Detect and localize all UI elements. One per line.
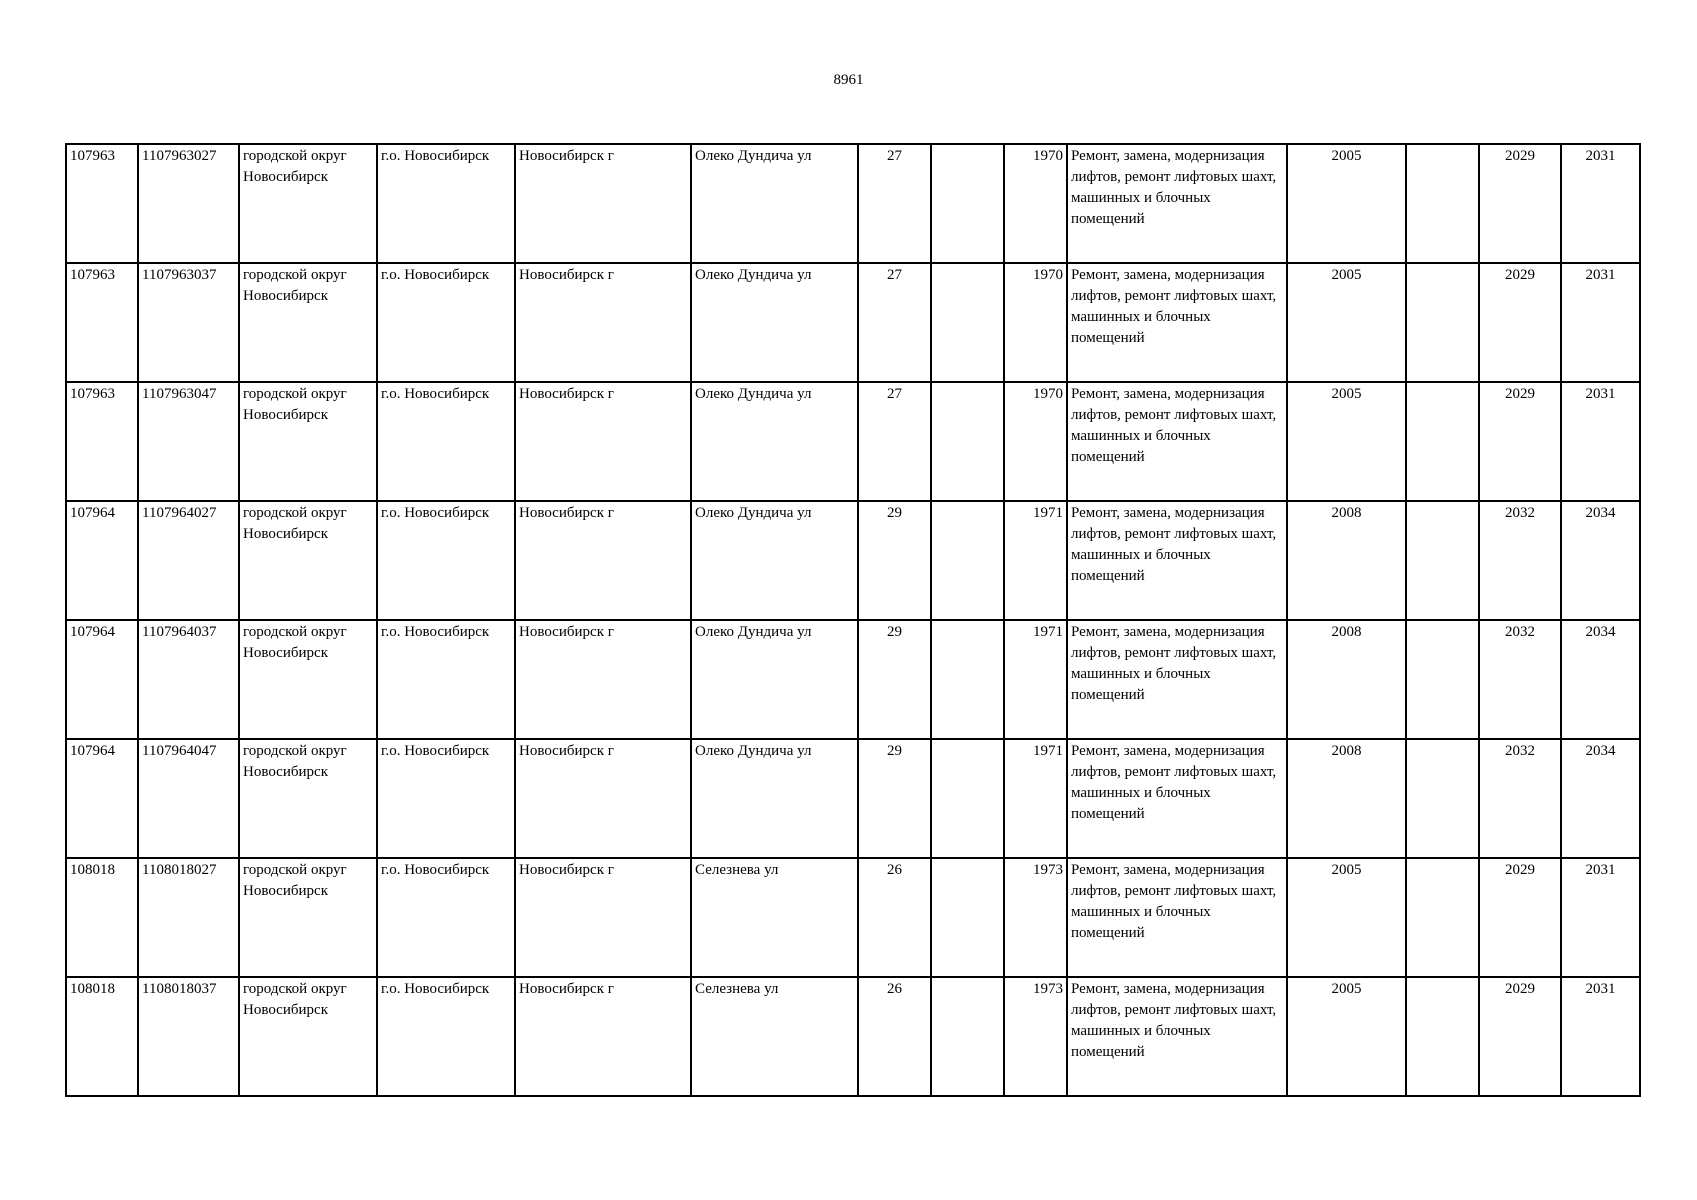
cell-building	[931, 144, 1004, 263]
cell-work-type: Ремонт, замена, модернизация лифтов, ремонт лифтовых шахт, машинных и блочных помещений	[1067, 858, 1287, 977]
cell-work-type: Ремонт, замена, модернизация лифтов, ремонт лифтовых шахт, машинных и блочных помещений	[1067, 382, 1287, 501]
cell-locality: Новосибирск г	[515, 739, 691, 858]
cell-house: 27	[858, 263, 931, 382]
page-number: 8961	[833, 72, 864, 88]
cell-locality: Новосибирск г	[515, 144, 691, 263]
cell-year-built: 1970	[1004, 144, 1067, 263]
cell-id: 107963	[66, 144, 138, 263]
cell-plan-from: 2032	[1479, 501, 1561, 620]
cell-building	[931, 977, 1004, 1096]
cell-municipality: городской округ Новосибирск	[239, 382, 377, 501]
cell-plan-from: 2029	[1479, 144, 1561, 263]
cell-locality: Новосибирск г	[515, 382, 691, 501]
cell-code: 1108018037	[138, 977, 239, 1096]
cell-municipality: городской округ Новосибирск	[239, 977, 377, 1096]
table-row	[66, 263, 1640, 382]
cell-work-type: Ремонт, замена, модернизация лифтов, ремонт лифтовых шахт, машинных и блочных помещений	[1067, 977, 1287, 1096]
cell-code: 1107963027	[138, 144, 239, 263]
cell-locality: Новосибирск г	[515, 858, 691, 977]
table-row	[66, 858, 1640, 977]
cell-work-type: Ремонт, замена, модернизация лифтов, ремонт лифтовых шахт, машинных и блочных помещений	[1067, 263, 1287, 382]
table-row	[66, 382, 1640, 501]
table-row	[66, 620, 1640, 739]
cell-street: Олеко Дундича ул	[691, 263, 858, 382]
cell-building	[931, 620, 1004, 739]
cell-id: 107964	[66, 739, 138, 858]
cell-plan-to: 2031	[1561, 382, 1640, 501]
cell-building	[931, 739, 1004, 858]
cell-empty	[1406, 144, 1479, 263]
cell-municipality: городской округ Новосибирск	[239, 263, 377, 382]
cell-house: 29	[858, 501, 931, 620]
cell-district: г.о. Новосибирск	[377, 501, 515, 620]
cell-municipality: городской округ Новосибирск	[239, 858, 377, 977]
cell-locality: Новосибирск г	[515, 263, 691, 382]
cell-municipality: городской округ Новосибирск	[239, 739, 377, 858]
cell-plan-to: 2031	[1561, 858, 1640, 977]
cell-code: 1107964047	[138, 739, 239, 858]
cell-house: 26	[858, 977, 931, 1096]
cell-work-type: Ремонт, замена, модернизация лифтов, ремонт лифтовых шахт, машинных и блочных помещений	[1067, 739, 1287, 858]
register-table	[65, 143, 1641, 1097]
cell-code: 1107963037	[138, 263, 239, 382]
cell-locality: Новосибирск г	[515, 977, 691, 1096]
cell-id: 107963	[66, 382, 138, 501]
table-row	[66, 977, 1640, 1096]
cell-id: 107963	[66, 263, 138, 382]
cell-year-built: 1973	[1004, 977, 1067, 1096]
cell-plan-to: 2034	[1561, 501, 1640, 620]
cell-plan-to: 2031	[1561, 977, 1640, 1096]
cell-house: 29	[858, 620, 931, 739]
cell-year-built: 1971	[1004, 501, 1067, 620]
cell-plan-from: 2029	[1479, 382, 1561, 501]
cell-code: 1107964037	[138, 620, 239, 739]
cell-id: 107964	[66, 501, 138, 620]
cell-last-repair: 2008	[1287, 620, 1406, 739]
cell-municipality: городской округ Новосибирск	[239, 144, 377, 263]
cell-plan-from: 2029	[1479, 263, 1561, 382]
cell-street: Селезнева ул	[691, 977, 858, 1096]
cell-municipality: городской округ Новосибирск	[239, 501, 377, 620]
cell-code: 1108018027	[138, 858, 239, 977]
cell-year-built: 1971	[1004, 620, 1067, 739]
cell-street: Олеко Дундича ул	[691, 739, 858, 858]
cell-empty	[1406, 263, 1479, 382]
cell-last-repair: 2008	[1287, 739, 1406, 858]
cell-year-built: 1970	[1004, 263, 1067, 382]
cell-year-built: 1973	[1004, 858, 1067, 977]
cell-district: г.о. Новосибирск	[377, 620, 515, 739]
table-row	[66, 501, 1640, 620]
cell-empty	[1406, 977, 1479, 1096]
cell-plan-from: 2029	[1479, 858, 1561, 977]
cell-last-repair: 2005	[1287, 977, 1406, 1096]
cell-id: 108018	[66, 858, 138, 977]
cell-district: г.о. Новосибирск	[377, 858, 515, 977]
cell-building	[931, 501, 1004, 620]
cell-plan-to: 2031	[1561, 144, 1640, 263]
cell-empty	[1406, 620, 1479, 739]
cell-district: г.о. Новосибирск	[377, 977, 515, 1096]
cell-house: 27	[858, 382, 931, 501]
cell-street: Олеко Дундича ул	[691, 144, 858, 263]
cell-work-type: Ремонт, замена, модернизация лифтов, ремонт лифтовых шахт, машинных и блочных помещений	[1067, 144, 1287, 263]
cell-code: 1107964027	[138, 501, 239, 620]
cell-municipality: городской округ Новосибирск	[239, 620, 377, 739]
cell-plan-from: 2032	[1479, 620, 1561, 739]
cell-house: 26	[858, 858, 931, 977]
cell-empty	[1406, 739, 1479, 858]
cell-street: Селезнева ул	[691, 858, 858, 977]
cell-street: Олеко Дундича ул	[691, 620, 858, 739]
cell-empty	[1406, 858, 1479, 977]
cell-building	[931, 382, 1004, 501]
cell-work-type: Ремонт, замена, модернизация лифтов, ремонт лифтовых шахт, машинных и блочных помещений	[1067, 501, 1287, 620]
cell-year-built: 1970	[1004, 382, 1067, 501]
cell-last-repair: 2005	[1287, 382, 1406, 501]
cell-street: Олеко Дундича ул	[691, 382, 858, 501]
cell-building	[931, 858, 1004, 977]
cell-building	[931, 263, 1004, 382]
cell-house: 29	[858, 739, 931, 858]
cell-district: г.о. Новосибирск	[377, 144, 515, 263]
cell-last-repair: 2005	[1287, 144, 1406, 263]
cell-work-type: Ремонт, замена, модернизация лифтов, ремонт лифтовых шахт, машинных и блочных помещений	[1067, 620, 1287, 739]
cell-last-repair: 2005	[1287, 858, 1406, 977]
table-row	[66, 144, 1640, 263]
cell-house: 27	[858, 144, 931, 263]
table-row	[66, 739, 1640, 858]
cell-code: 1107963047	[138, 382, 239, 501]
cell-plan-from: 2032	[1479, 739, 1561, 858]
cell-district: г.о. Новосибирск	[377, 382, 515, 501]
cell-empty	[1406, 382, 1479, 501]
table-body	[66, 144, 1640, 1096]
cell-id: 108018	[66, 977, 138, 1096]
cell-locality: Новосибирск г	[515, 620, 691, 739]
cell-locality: Новосибирск г	[515, 501, 691, 620]
cell-last-repair: 2008	[1287, 501, 1406, 620]
cell-year-built: 1971	[1004, 739, 1067, 858]
cell-district: г.о. Новосибирск	[377, 263, 515, 382]
cell-plan-to: 2034	[1561, 739, 1640, 858]
cell-last-repair: 2005	[1287, 263, 1406, 382]
cell-empty	[1406, 501, 1479, 620]
cell-street: Олеко Дундича ул	[691, 501, 858, 620]
cell-id: 107964	[66, 620, 138, 739]
cell-plan-to: 2031	[1561, 263, 1640, 382]
cell-plan-from: 2029	[1479, 977, 1561, 1096]
cell-plan-to: 2034	[1561, 620, 1640, 739]
cell-district: г.о. Новосибирск	[377, 739, 515, 858]
